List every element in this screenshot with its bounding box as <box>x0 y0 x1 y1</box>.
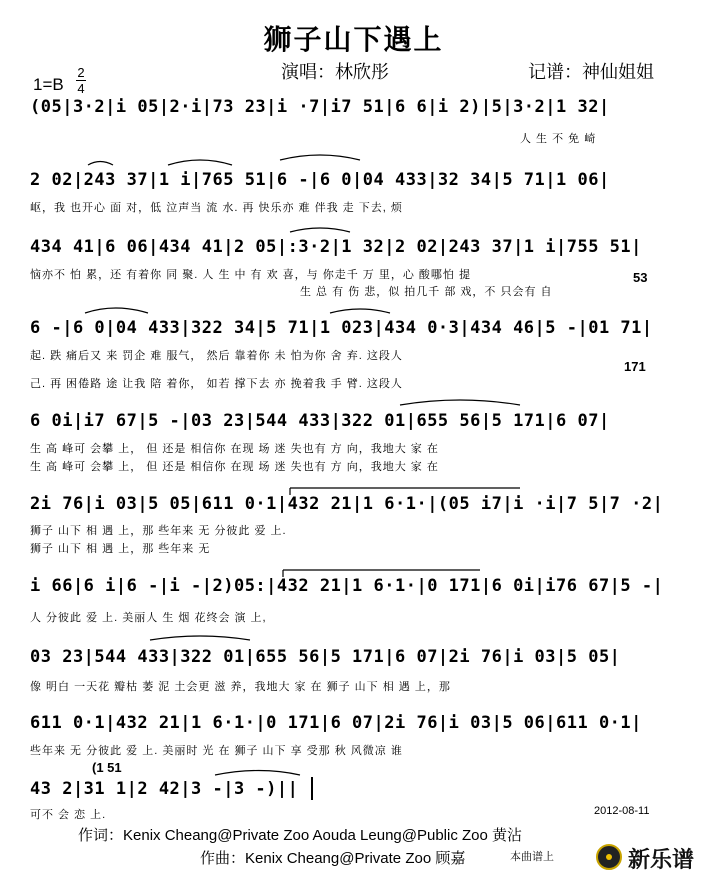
lyric-line: 些年来 无 分彼此 爱 上. 美丽时 光 在 狮子 山下 享 受那 秋 风微凉 谁 <box>30 745 403 757</box>
notation-row: 434 41|6 06|434 41|2 05|:3·2|1 32|2 02|243 37|1 i|755 51| <box>30 237 642 257</box>
transcriber-credit: 记谱：神仙姐姐 <box>528 62 654 82</box>
notation-row: 03 23|544 433|322 01|655 56|5 171|6 07|2i 76|i 03|5 05| <box>30 647 621 667</box>
lyric-line: 生 高 峰可 会攀 上， 但 还是 相信你 在现 场 迷 失也有 方 向，我地大 家 在 <box>30 461 439 473</box>
notation-row: 6 0i|i7 67|5 -|03 23|544 433|322 01|655 56|5 171|6 07| <box>30 411 610 431</box>
lyric-line: 像 明白 一天花 瓣枯 萎 泥 土会更 滋 养，我地大 家 在 狮子 山下 相 遇 上，那 <box>30 681 451 693</box>
lyric-line: 生 总 有 伤 悲，似 拍几千 部 戏，不 只会有 自 <box>300 286 553 298</box>
lyric-line: 狮子 山下 相 遇 上，那 些年来 无 分彼此 爱 上. <box>30 525 287 537</box>
time-signature-bottom: 4 <box>77 81 85 96</box>
notation-row: 2 02|243 37|1 i|765 51|6 -|6 0|04 433|32 34|5 71|1 06| <box>30 170 610 190</box>
notation-row: 43 2|31 1|2 42|3 -|3 -)|| <box>30 779 299 799</box>
watermark-text: 本曲谱上 <box>510 851 554 863</box>
notation-row: i 66|6 i|6 -|i -|2)05:|432 21|1 6·1·|0 171|6 0i|i76 67|5 -| <box>30 576 664 596</box>
lyricist-credit: 作词：Kenix Cheang@Private Zoo Aouda Leung@Public Zoo 黄沾 <box>78 827 523 844</box>
notation-row: (05|3·2|i 05|2·i|73 23|i ·7|i7 51|6 6|i 2)|5|3·2|1 32| <box>30 97 610 117</box>
lyric-line: 起. 跌 痛后又 来 罚企 难 服气， 然后 靠着你 未 怕为你 舍 弃. 这段人 <box>30 350 403 362</box>
lyric-line: 人 分彼此 爱 上. 美丽人 生 烟 花终会 演 上, <box>30 612 267 624</box>
variation-mark: 53 <box>633 270 648 285</box>
lyric-line: 己. 再 困倦路 途 让我 陪 着你， 如若 撑下去 亦 挽着我 手 臂. 这段人 <box>30 378 403 390</box>
lyric-line: 可不 会 恋 上. <box>30 809 107 821</box>
lyric-line: 人 生 不 免 崎 <box>520 133 597 145</box>
notation-row: 6 -|6 0|04 433|322 34|5 71|1 023|434 0·3|434 46|5 -|01 71| <box>30 318 653 338</box>
key-signature: 1=B <box>33 75 64 94</box>
date-stamp: 2012-08-11 <box>594 805 650 817</box>
singer-credit: 演唱：林欣彤 <box>281 62 389 82</box>
variation-mark: 171 <box>624 359 646 374</box>
lyric-line: 恼亦不 怕 累，还 有着你 同 聚. 人 生 中 有 欢 喜，与 你走千 万 里，心 酸哪怕 提 <box>30 269 471 281</box>
notation-row: 611 0·1|432 21|1 6·1·|0 171|6 07|2i 76|i 03|5 06|611 0·1| <box>30 713 642 733</box>
variation-mark: (1 51 <box>92 760 122 775</box>
lyric-line: 生 高 峰可 会攀 上， 但 还是 相信你 在现 场 迷 失也有 方 向，我地大 家 在 <box>30 443 439 455</box>
lyric-line: 狮子 山下 相 遇 上，那 些年来 无 <box>30 543 211 555</box>
lyric-line: 岖，我 也开心 面 对，低 泣声当 流 水. 再 快乐亦 难 伴我 走 下去, 烦 <box>30 202 403 214</box>
time-signature-top: 2 <box>77 65 85 80</box>
song-title: 狮子山下遇上 <box>263 24 444 55</box>
composer-credit: 作曲：Kenix Cheang@Private Zoo 顾嘉 <box>200 850 466 867</box>
notation-row: 2i 76|i 03|5 05|611 0·1|432 21|1 6·1·|(05 i7|i ·i|7 5|7 ·2| <box>30 494 664 514</box>
logo-text: 新乐谱 <box>628 847 695 872</box>
